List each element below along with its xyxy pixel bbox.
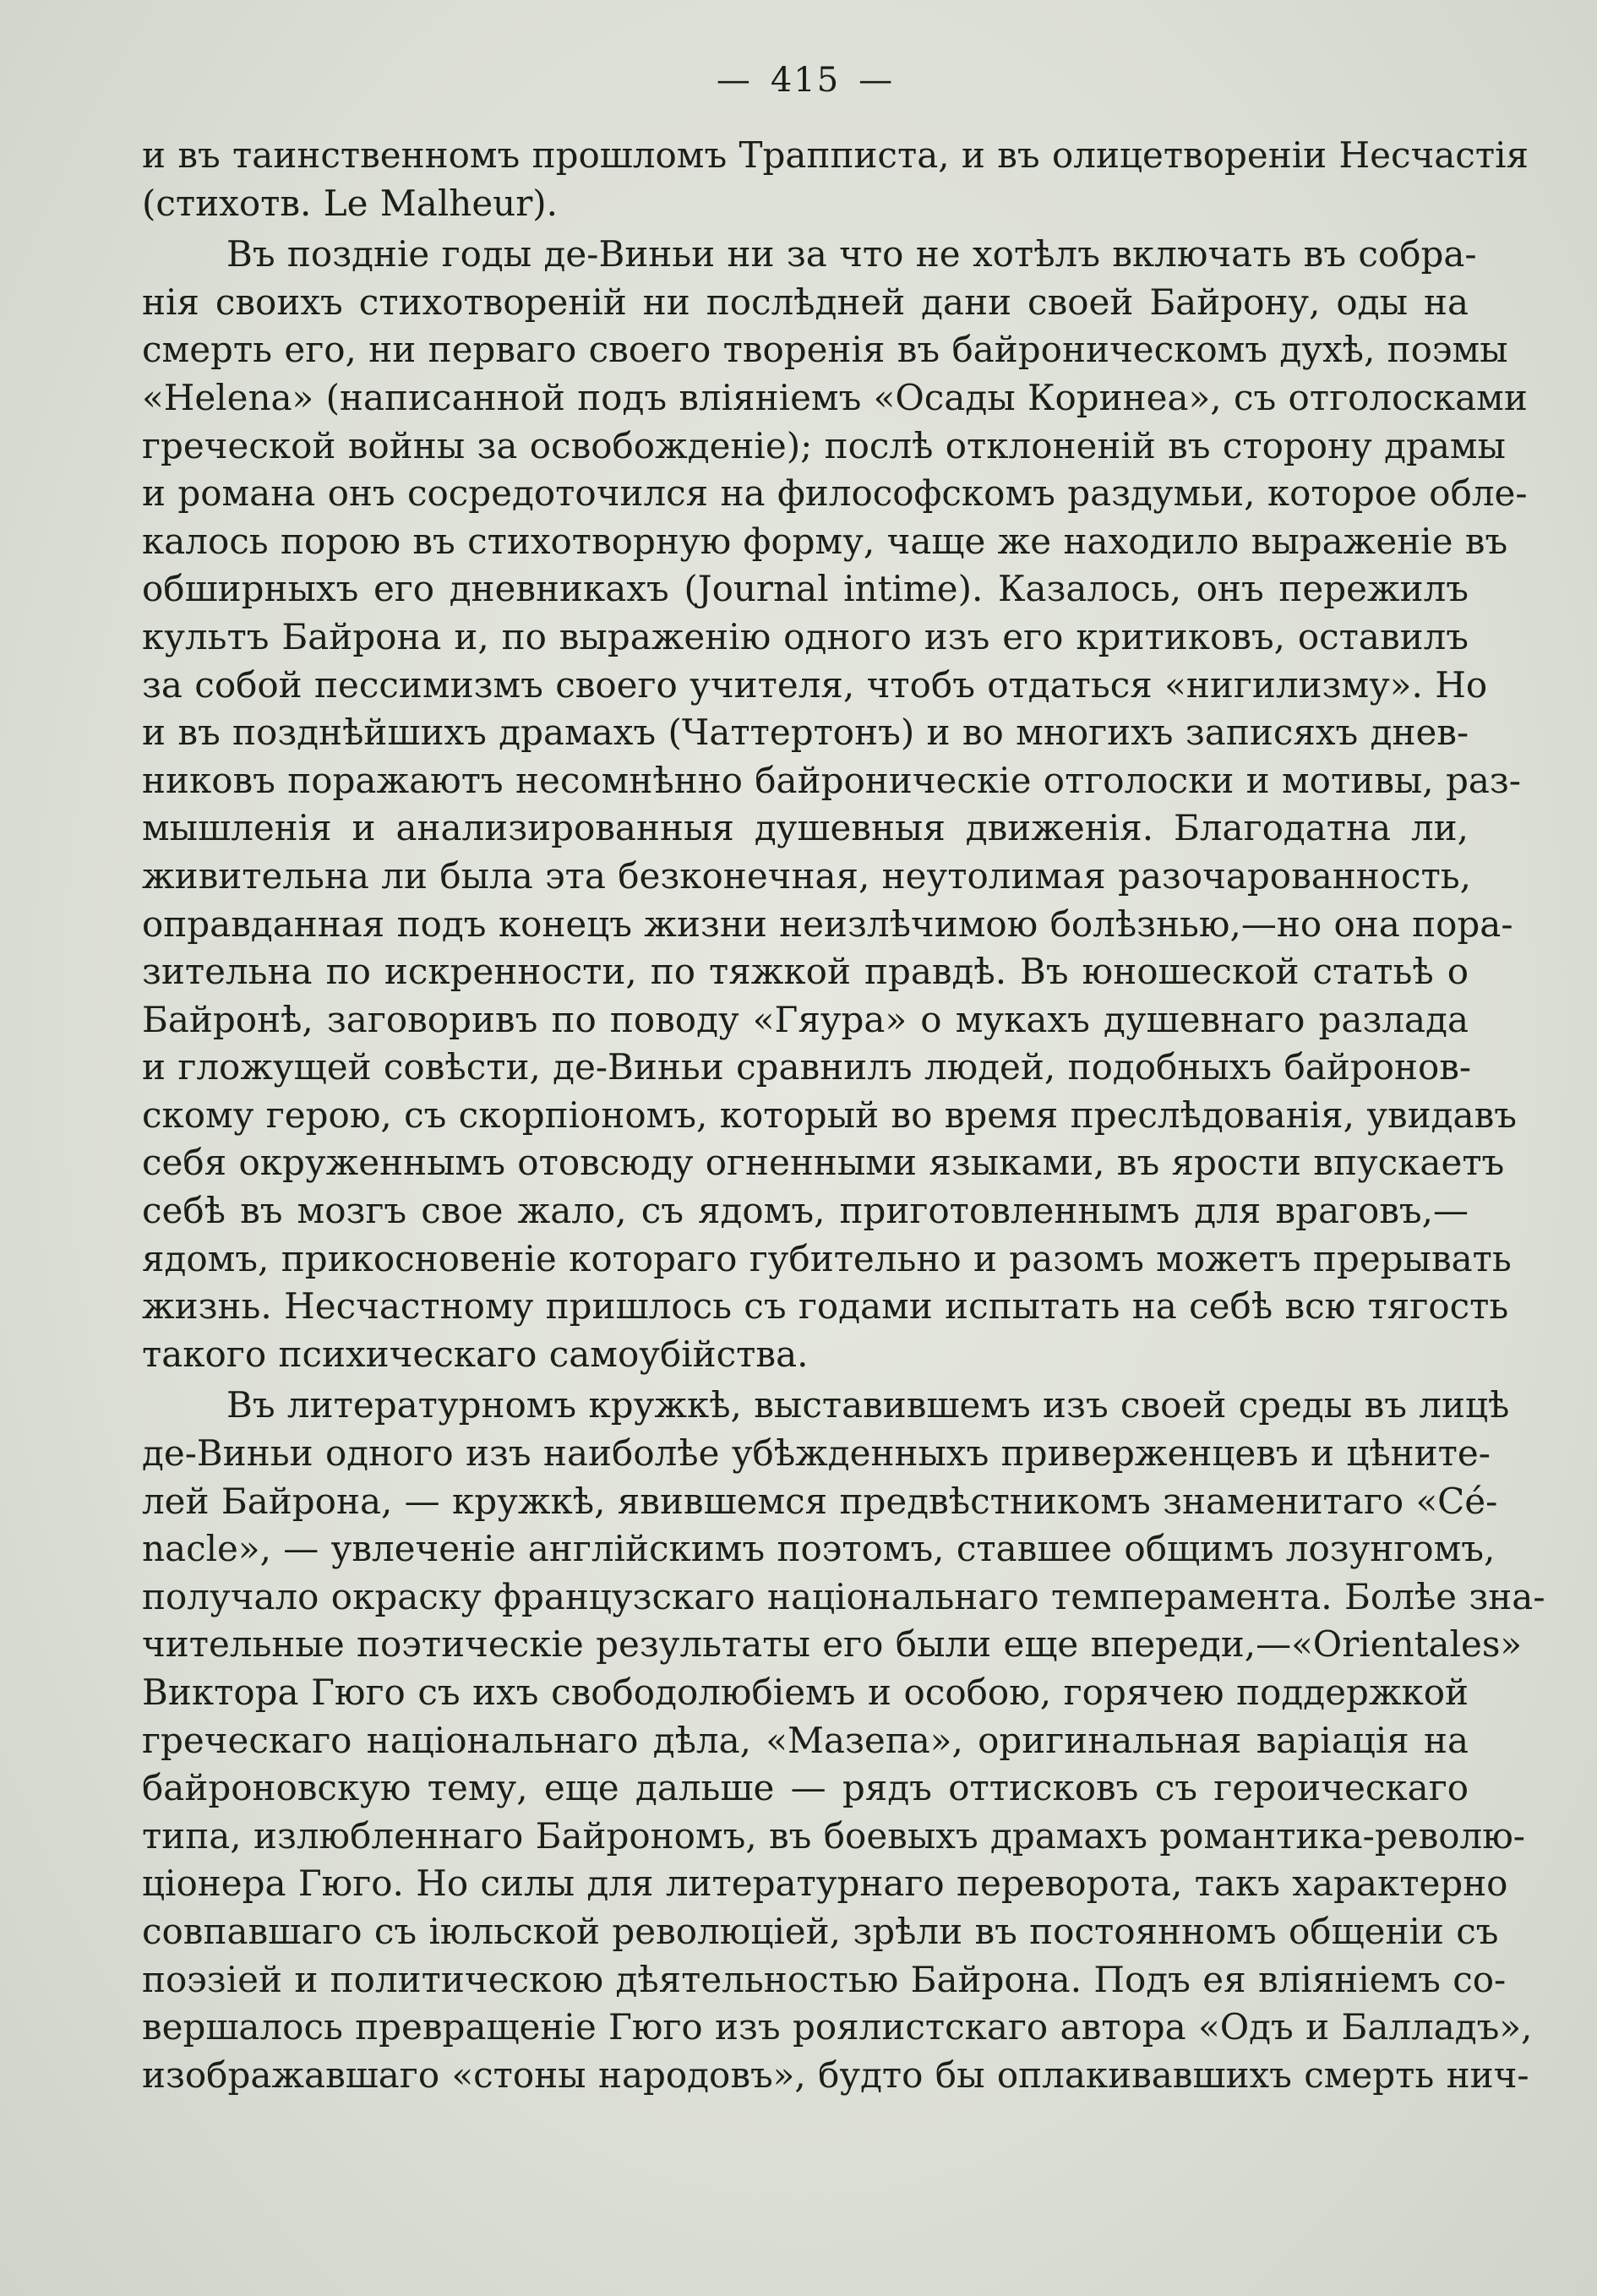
text-line: ядомъ, прикосновеніе котораго губительно и разомъ можетъ прерывать xyxy=(142,1237,1512,1279)
text-line: такого психическаго самоубійства. xyxy=(142,1333,809,1375)
text-line: и гложущей совѣсти, де-Виньи сравнилъ людей, подобныхъ байронов- xyxy=(142,1046,1472,1088)
text-line: калось порою въ стихотворную форму, чаще же находило выраженіе въ xyxy=(142,520,1508,562)
page-number-dash-left: — xyxy=(716,61,752,100)
text-line: никовъ поражаютъ несомнѣнно байроническіе отголоски и мотивы, раз- xyxy=(142,759,1521,801)
text-line: совпавшаго съ іюльской революціей, зрѣли въ постоянномъ общеніи съ xyxy=(142,1910,1499,1952)
text-line: (стихотв. Le Malheur). xyxy=(142,182,559,224)
text-line: и въ позднѣйшихъ драмахъ (Чаттертонъ) и во многихъ записяхъ днев- xyxy=(142,712,1469,754)
text-line: и романа онъ сосредоточился на философскомъ раздумьи, которое обле- xyxy=(142,472,1528,515)
text-line: греческой войны за освобожденіе); послѣ отклоненій въ сторону драмы xyxy=(142,424,1506,466)
paragraph xyxy=(142,132,1529,227)
text-line: байроновскую тему, еще дальше — рядъ оттисковъ съ героическаго xyxy=(142,1767,1469,1809)
page-number xyxy=(142,59,1469,101)
text-line: Байронѣ, заговоривъ по поводу «Гяура» о мукахъ душевнаго разлада xyxy=(142,998,1469,1040)
text-line: типа, излюбленнаго Байрономъ, въ боевыхъ драмахъ романтика-револю- xyxy=(142,1814,1525,1857)
text-line: себѣ въ мозгъ свое жало, съ ядомъ, приготовленнымъ для враговъ,— xyxy=(142,1190,1469,1232)
text-line: лей Байрона, — кружкѣ, явившемся предвѣстникомъ знаменитаго «Cé- xyxy=(142,1480,1498,1522)
text-line: Въ литературномъ кружкѣ, выставившемъ изъ своей среды въ лицѣ xyxy=(226,1384,1510,1426)
text-line: чительные поэтическіе результаты его были еще впереди,—«Orientales» xyxy=(142,1623,1523,1666)
text-line: оправданная подъ конецъ жизни неизлѣчимою болѣзнью,—но она пора- xyxy=(142,903,1513,945)
text-line: Въ поздніе годы де-Виньи ни за что не хотѣлъ включать въ собра- xyxy=(226,233,1477,275)
text-line: вершалось превращеніе Гюго изъ роялистскаго автора «Одъ и Балладъ», xyxy=(142,2006,1533,2048)
text-line: изображавшаго «стоны народовъ», будто бы оплакивавшихъ смерть нич- xyxy=(142,2053,1529,2096)
page-number-dash-right: — xyxy=(858,61,895,100)
text-line: себя окруженнымъ отовсюду огненными языками, въ ярости впускаетъ xyxy=(142,1142,1505,1184)
book-page xyxy=(142,59,1545,2256)
text-line: поэзіей и политическою дѣятельностью Байрона. Подъ ея вліяніемъ со- xyxy=(142,1958,1507,2000)
text-line: де-Виньи одного изъ наиболѣе убѣжденныхъ приверженцевъ и цѣните- xyxy=(142,1432,1491,1475)
paragraph xyxy=(142,1382,1545,2099)
text-line: культъ Байрона и, по выраженію одного изъ его критиковъ, оставилъ xyxy=(142,615,1469,657)
text-line: Виктора Гюго съ ихъ свободолюбіемъ и особою, горячею поддержкой xyxy=(142,1672,1469,1713)
page-number-value: 415 xyxy=(770,61,841,100)
text-line: за собой пессимизмъ своего учителя, чтобъ отдаться «нигилизму». Но xyxy=(142,663,1488,706)
text-line: нія своихъ стихотвореній ни послѣдней дани своей Байрону, оды на xyxy=(142,281,1469,323)
text-line: греческаго національнаго дѣла, «Мазепа», оригинальная варіація на xyxy=(142,1719,1469,1761)
text-line: скому герою, съ скорпіономъ, который во время преслѣдованія, увидавъ xyxy=(142,1093,1517,1136)
body-text xyxy=(142,132,1545,2099)
text-line: живительна ли была эта безконечная, неутолимая разочарованность, xyxy=(142,854,1472,897)
text-line: смерть его, ни перваго своего творенія въ байроническомъ духѣ, поэмы xyxy=(142,329,1508,371)
text-line: получало окраску французскаго національнаго темперамента. Болѣе зна- xyxy=(142,1575,1545,1617)
text-line: nacle», — увлеченіе англійскимъ поэтомъ, ставшее общимъ лозунгомъ, xyxy=(142,1528,1496,1570)
text-line: зительна по искренности, по тяжкой правдѣ. Въ юношеской статьѣ о xyxy=(142,951,1469,993)
text-line: ціонера Гюго. Но силы для литературнаго переворота, такъ характерно xyxy=(142,1862,1508,1905)
text-line: мышленія и анализированныя душевныя движенія. Благодатна ли, xyxy=(142,807,1469,849)
text-line: «Helena» (написанной подъ вліяніемъ «Осады Коринеа», съ отголосками xyxy=(142,376,1528,418)
text-line: обширныхъ его дневникахъ (Journal intime). Казалось, онъ пережилъ xyxy=(142,568,1469,610)
text-line: жизнь. Несчастному пришлось съ годами испытать на себѣ всю тягость xyxy=(142,1285,1509,1328)
paragraph xyxy=(142,231,1528,1378)
text-line: и въ таинственномъ прошломъ Трапписта, и въ олицетвореніи Несчастія xyxy=(142,134,1529,176)
